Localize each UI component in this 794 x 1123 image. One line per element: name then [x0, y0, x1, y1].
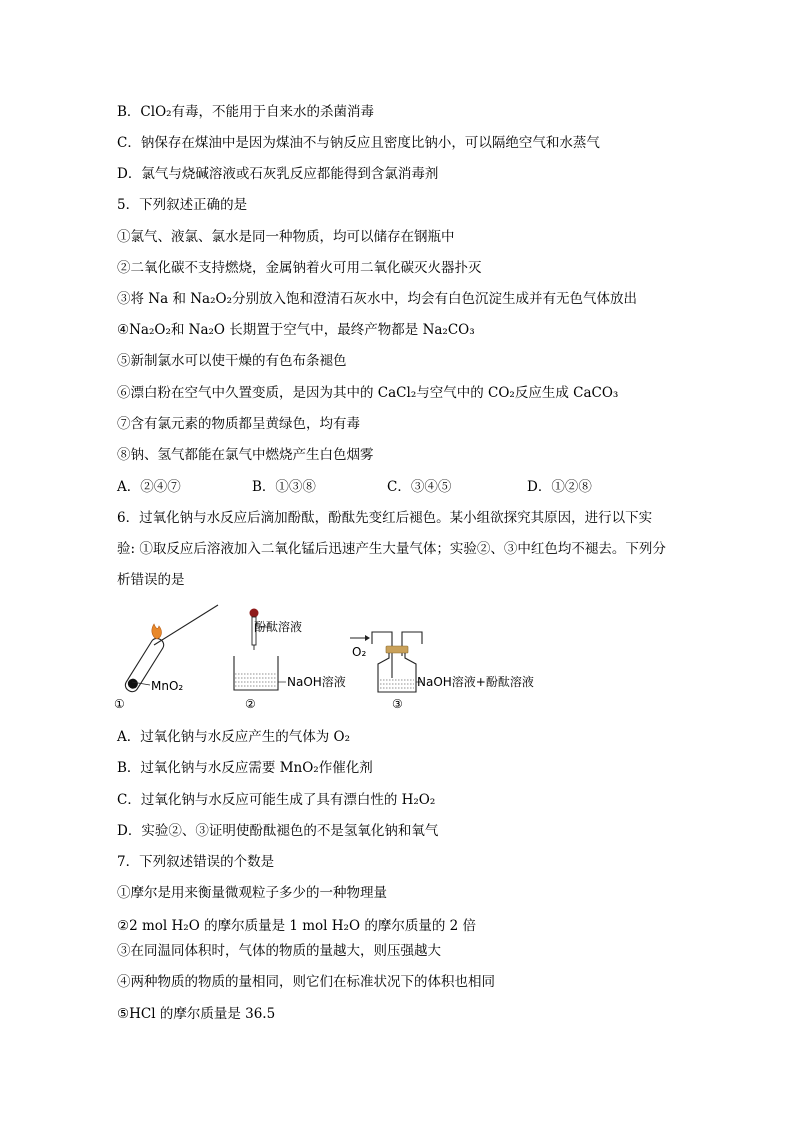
q5-statement-5: ⑤新制氯水可以使干燥的有色布条褪色: [117, 353, 347, 369]
q7-statement-1: ①摩尔是用来衡量微观粒子多少的一种物理量: [117, 885, 387, 901]
q4-option-b: B．ClO₂有毒，不能用于自来水的杀菌消毒: [117, 104, 375, 120]
beaker: [234, 656, 278, 690]
q5-statement-4: ④Na₂O₂和 Na₂O 长期置于空气中，最终产物都是 Na₂CO₃: [117, 322, 475, 338]
q4-option-c: C．钠保存在煤油中是因为煤油不与钠反应且密度比钠小，可以隔绝空气和水蒸气: [117, 135, 600, 151]
q6-option-a: A．过氧化钠与水反应产生的气体为 O₂: [117, 729, 351, 745]
q7-stem: 7．下列叙述错误的个数是: [117, 854, 275, 870]
q5-statement-2: ②二氧化碳不支持燃烧，金属钠着火可用二氧化碳灭火器扑灭: [117, 260, 482, 276]
q5-statement-1: ①氯气、液氯、氯水是同一种物质，均可以储存在钢瓶中: [117, 229, 455, 245]
q5-statement-3: ③将 Na 和 Na₂O₂分别放入饱和澄清石灰水中，均会有白色沉淀生成并有无色气体放出: [117, 291, 637, 307]
dropper-bulb: [250, 609, 259, 618]
beaker-apparatus: [234, 609, 346, 712]
q6-stem-line-3: 析错误的是: [117, 572, 185, 588]
q5-options: [117, 477, 697, 497]
q6-option-d: D．实验②、③证明使酚酞褪色的不是氢氧化钠和氧气: [117, 823, 439, 839]
q6-stem-line-2: 验: ①取反应后溶液加入二氧化锰后迅速产生大量气体；实验②、③中红色均不褪去。下列分: [117, 541, 666, 557]
q7-statement-2: ②2 mol H₂O 的摩尔质量是 1 mol H₂O 的摩尔质量的 2 倍: [117, 918, 476, 934]
naoh-label: NaOH溶液: [287, 675, 346, 689]
q6-stem-line-1: 6．过氧化钠与水反应后滴加酚酞，酚酞先变红后褪色。某小组欲探究其原因，进行以下实: [117, 510, 653, 526]
q5-statement-7: ⑦含有氯元素的物质都呈黄绿色，均有毒: [117, 416, 360, 432]
test-tube-apparatus: [114, 605, 218, 711]
q6-option-c: C．过氧化钠与水反应可能生成了具有漂白性的 H₂O₂: [117, 792, 436, 808]
q6-option-b: B．过氧化钠与水反应需要 MnO₂作催化剂: [117, 760, 373, 776]
q5-statement-8: ⑧钠、氢气都能在氯气中燃烧产生白色烟雾: [117, 447, 374, 463]
q5-option-b: B．①③⑧: [252, 479, 316, 495]
q7-statement-4: ④两种物质的物质的量相同，则它们在标准状况下的体积也相同: [117, 974, 495, 990]
gas-bottle-apparatus: [350, 632, 534, 711]
label-experiment-3: ③: [392, 697, 403, 711]
experiment-figure: [110, 600, 560, 715]
q5-stem: 5．下列叙述正确的是: [117, 197, 248, 213]
label-experiment-2: ②: [245, 697, 256, 711]
gas-bottle: [378, 653, 416, 692]
stopper: [386, 646, 408, 653]
q5-statement-6: ⑥漂白粉在空气中久置变质，是因为其中的 CaCl₂与空气中的 CO₂反应生成 CaCO₃: [117, 385, 619, 401]
q7-statement-5: ⑤HCl 的摩尔质量是 36.5: [117, 1006, 276, 1022]
naoh-phenolphthalein-label: NaOH溶液+酚酞溶液: [417, 675, 534, 689]
q5-option-a: A．②④⑦: [117, 479, 181, 495]
flame-icon: [152, 624, 162, 639]
q5-option-d: D．①②⑧: [527, 479, 592, 495]
experiment-diagram: [110, 600, 560, 715]
q7-statement-3: ③在同温同体积时，气体的物质的量越大，则压强越大: [117, 943, 441, 959]
o2-label: O₂: [352, 645, 367, 659]
q5-option-c: C．③④⑤: [387, 479, 452, 495]
label-experiment-1: ①: [114, 697, 125, 711]
phenolphthalein-label: 酚酞溶液: [254, 620, 303, 634]
q4-option-d: D．氯气与烧碱溶液或石灰乳反应都能得到含氯消毒剂: [117, 166, 439, 182]
mno2-label: MnO₂: [151, 679, 184, 693]
wooden-splint: [154, 605, 218, 645]
